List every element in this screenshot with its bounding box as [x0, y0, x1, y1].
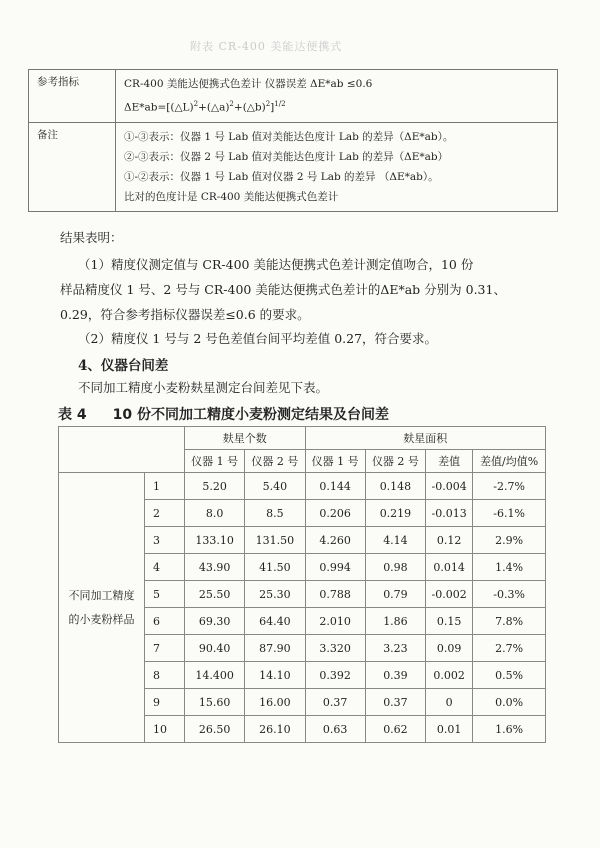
- sample-index: 6: [144, 608, 184, 635]
- ref-content: [116, 122, 558, 211]
- col-header: 差值: [426, 450, 473, 473]
- table-row: [29, 122, 558, 211]
- table-cell: 43.90: [184, 554, 244, 581]
- table-cell: 26.50: [184, 716, 244, 743]
- table-cell: 14.400: [184, 662, 244, 689]
- col-header: 仪器 1 号: [184, 450, 244, 473]
- table-cell: 0.994: [305, 554, 365, 581]
- ref-content: [116, 70, 558, 123]
- col-header: 仪器 2 号: [365, 450, 425, 473]
- table-cell: 133.10: [184, 527, 244, 554]
- table-cell: 0.5%: [473, 662, 546, 689]
- results-title: 结果表明：: [60, 230, 123, 245]
- ref-line: CR-400 美能达便携式色差计 仪器误差 ΔE*ab ≤0.6: [124, 78, 373, 90]
- table-cell: 4.14: [365, 527, 425, 554]
- table-cell: 0.148: [365, 473, 425, 500]
- faded-header-text: 附表 CR-400 美能达便携式: [190, 40, 343, 53]
- row-group-label-line: 不同加工精度: [68, 588, 135, 602]
- sample-index: 9: [144, 689, 184, 716]
- table-cell: 14.10: [245, 662, 305, 689]
- sample-index: 5: [144, 581, 184, 608]
- table-cell: 0.39: [365, 662, 425, 689]
- table-cell: 3.23: [365, 635, 425, 662]
- sample-index: 2: [144, 500, 184, 527]
- table-cell: 1.6%: [473, 716, 546, 743]
- table-cell: 0.002: [426, 662, 473, 689]
- table-cell: 8.5: [245, 500, 305, 527]
- table-cell: 0.98: [365, 554, 425, 581]
- table-cell: 0.219: [365, 500, 425, 527]
- data-table: [58, 426, 546, 743]
- table-cell: 0.01: [426, 716, 473, 743]
- caption-number: 表 4: [58, 407, 87, 423]
- table-cell: 5.40: [245, 473, 305, 500]
- col-header: 仪器 2 号: [245, 450, 305, 473]
- table-cell: 2.9%: [473, 527, 546, 554]
- ref-label: 备注: [29, 122, 116, 211]
- table-cell: 0.12: [426, 527, 473, 554]
- results-p1-line1: （1）精度仪测定值与 CR-400 美能达便携式色差计测定值吻合，10 份: [78, 257, 474, 272]
- table-cell: -0.002: [426, 581, 473, 608]
- ref-label: 参考指标: [29, 70, 116, 123]
- table-cell: 69.30: [184, 608, 244, 635]
- table-row: [29, 70, 558, 123]
- table-cell: 0.0%: [473, 689, 546, 716]
- table-cell: 0.788: [305, 581, 365, 608]
- table-cell: 7.8%: [473, 608, 546, 635]
- table-cell: 15.60: [184, 689, 244, 716]
- reference-table: [28, 69, 558, 212]
- table-cell: 8.0: [184, 500, 244, 527]
- table-cell: 1.4%: [473, 554, 546, 581]
- table-cell: 0.37: [365, 689, 425, 716]
- header-row: [59, 427, 546, 450]
- table-cell: -6.1%: [473, 500, 546, 527]
- col-header: 差值/均值%: [473, 450, 546, 473]
- table-cell: 0.63: [305, 716, 365, 743]
- sample-index: 8: [144, 662, 184, 689]
- table-cell: 3.320: [305, 635, 365, 662]
- table-cell: 25.30: [245, 581, 305, 608]
- table-cell: 5.20: [184, 473, 244, 500]
- sample-index: 3: [144, 527, 184, 554]
- table-cell: 87.90: [245, 635, 305, 662]
- table-cell: 2.7%: [473, 635, 546, 662]
- table-cell: 131.50: [245, 527, 305, 554]
- sample-index: 4: [144, 554, 184, 581]
- table-cell: 90.40: [184, 635, 244, 662]
- results-p1-line2: 样品精度仪 1 号、2 号与 CR-400 美能达便携式色差计的ΔE*ab 分别为 0.31、: [60, 282, 506, 297]
- note-line: ①-③表示：仪器 1 号 Lab 值对美能达色度计 Lab 的差异（ΔE*ab）。: [124, 130, 454, 143]
- formula-line: ΔE*ab=[(△L)$^2$+(△a)$^2$+(△b)$^2$]$^{1/2}$: [124, 100, 286, 114]
- sample-index: 10: [144, 716, 184, 743]
- note-line: ②-③表示：仪器 2 号 Lab 值对美能达色度计 Lab 的差异（ΔE*ab）: [124, 150, 449, 163]
- note-line: 比对的色度计是 CR-400 美能达便携式色差计: [124, 190, 339, 203]
- results-p1-line3: 0.29，符合参考指标仪器误差≤0.6 的要求。: [60, 307, 310, 322]
- table-cell: -0.013: [426, 500, 473, 527]
- table-cell: 0.014: [426, 554, 473, 581]
- table-cell: 0.206: [305, 500, 365, 527]
- col-header: 仪器 1 号: [305, 450, 365, 473]
- table-cell: 41.50: [245, 554, 305, 581]
- table-cell: 0: [426, 689, 473, 716]
- table-caption: [58, 404, 389, 424]
- table-cell: 2.010: [305, 608, 365, 635]
- corner-cell: [59, 427, 185, 473]
- caption-title: 10 份不同加工精度小麦粉测定结果及台间差: [112, 407, 389, 423]
- table-cell: 64.40: [245, 608, 305, 635]
- group-header-count: 麸星个数: [184, 427, 305, 450]
- table-cell: 0.392: [305, 662, 365, 689]
- table-cell: 0.79: [365, 581, 425, 608]
- table-cell: 4.260: [305, 527, 365, 554]
- table-cell: 0.144: [305, 473, 365, 500]
- note-line: ①-②表示：仪器 1 号 Lab 值对仪器 2 号 Lab 的差异 （ΔE*ab）。: [124, 170, 439, 183]
- table-cell: 0.09: [426, 635, 473, 662]
- table-cell: 16.00: [245, 689, 305, 716]
- table-cell: 0.37: [305, 689, 365, 716]
- table-cell: -0.3%: [473, 581, 546, 608]
- sample-index: 1: [144, 473, 184, 500]
- table-cell: -2.7%: [473, 473, 546, 500]
- row-group-label-line: 的小麦粉样品: [68, 612, 135, 626]
- table-row: [59, 473, 546, 500]
- table-cell: 25.50: [184, 581, 244, 608]
- table-cell: 1.86: [365, 608, 425, 635]
- table-cell: -0.004: [426, 473, 473, 500]
- sample-index: 7: [144, 635, 184, 662]
- table-cell: 0.62: [365, 716, 425, 743]
- table-cell: 26.10: [245, 716, 305, 743]
- section-heading: 4、仪器台间差: [78, 358, 169, 374]
- results-p2: （2）精度仪 1 号与 2 号色差值台间平均差值 0.27，符合要求。: [78, 331, 438, 346]
- row-group-label: [59, 473, 145, 743]
- group-header-area: 麸星面积: [305, 427, 545, 450]
- table-cell: 0.15: [426, 608, 473, 635]
- section-intro: 不同加工精度小麦粉麸星测定台间差见下表。: [78, 380, 329, 395]
